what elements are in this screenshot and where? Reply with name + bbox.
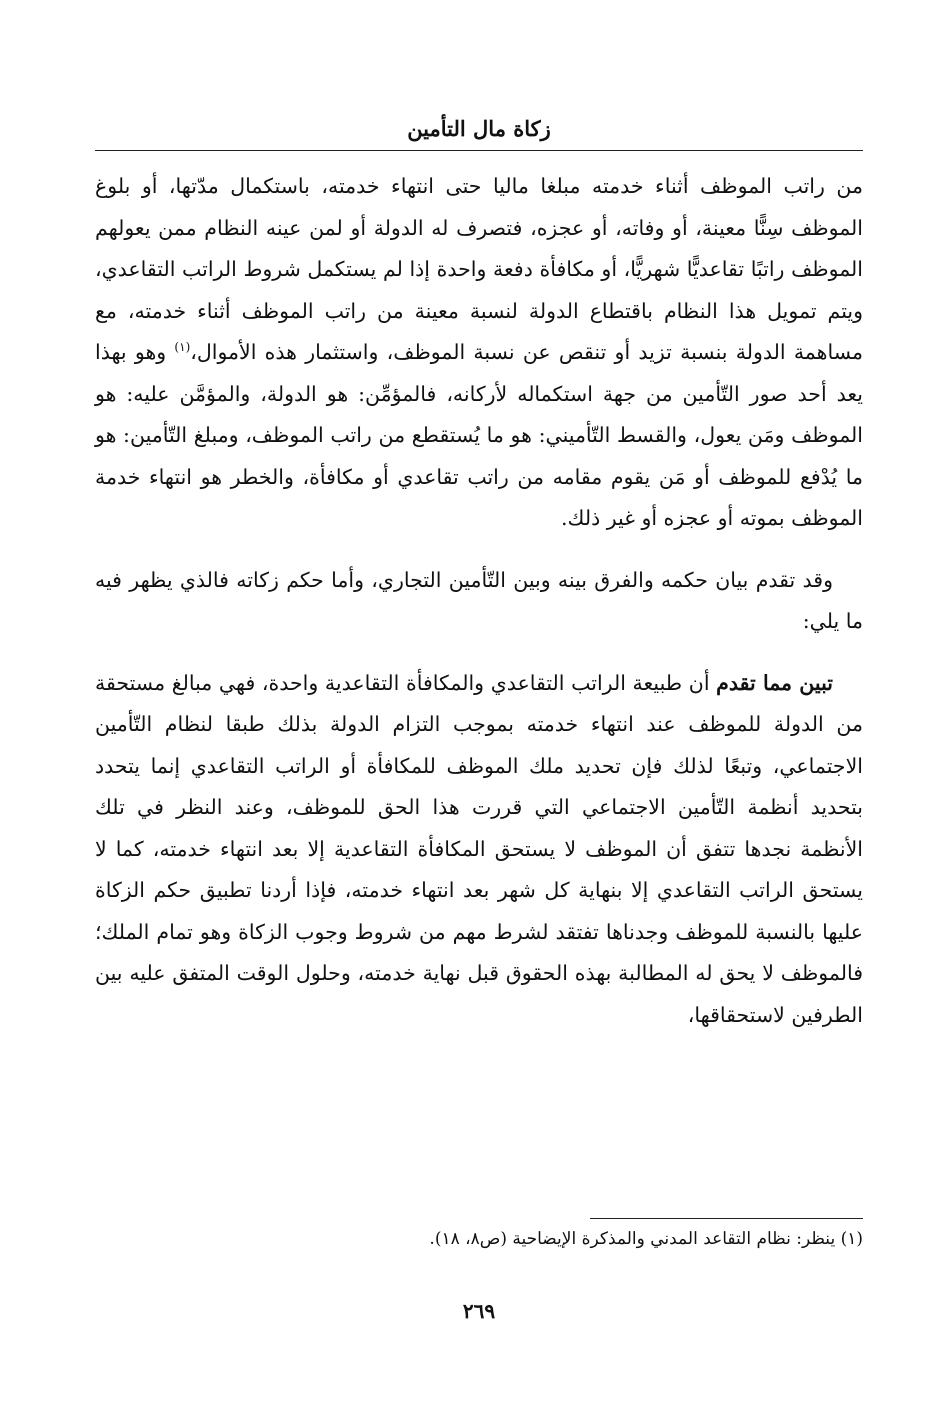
running-title: زكاة مال التأمين bbox=[407, 116, 551, 141]
paragraph-gap bbox=[95, 643, 863, 663]
footnote: (١) ينظر: نظام التقاعد المدني والمذكرة الإيضاحية (ص٨، ١٨). bbox=[429, 1229, 863, 1249]
paragraph-1-part-b: وهو بهذا يعد أحد صور التّأمين من جهة استكماله لأركانه، فالمؤمِّن: هو الدولة، والمؤمَّن عليه: هو الموظف ومَن يعول، والقسط التّأميني: هو ما يُستقطع من راتب الموظف، ومبلغ التّأمين: هو ما يُدْفع للموظف أو مَن يقوم مقامه من راتب تقاعدي أو مكافأة، والخطر هو انتهاء خدمة الموظف بموته أو عجزه أو غير ذلك. bbox=[95, 340, 863, 530]
paragraph-2: وقد تقدم بيان حكمه والفرق بينه وبين التّأمين التجاري، وأما حكم زكاته فالذي يظهر فيه ما يلي: bbox=[95, 567, 863, 633]
paragraph-3-text: أن طبيعة الراتب التقاعدي والمكافأة التقاعدية واحدة، فهي مبالغ مستحقة من الدولة للموظف عند انتهاء خدمته بموجب التزام الدولة بذلك طبقا لنظام التّأمين الاجتماعي، وتبعًا لذلك فإن تحديد ملك الموظف للمكافأة أو الراتب التقاعدي إنما يتحدد بتحديد أنظمة التّأمين الاجتماعي التي قررت هذا الحق للموظف، وعند النظر في تلك الأنظمة نجدها تتفق أن الموظف لا يستحق المكافأة التقاعدية إلا بعد انتهاء خدمته، كما لا يستحق الراتب التقاعدي إلا بنهاية كل شهر بعد انتهاء خدمته، فإذا أردنا تطبيق حكم الزكاة عليها بالنسبة للموظف وجدناها تفتقد لشرط مهم من شروط وجوب الزكاة وهو تمام الملك؛ فالموظف لا يحق له المطالبة بهذه الحقوق قبل نهاية خدمته، وحلول الوقت المتفق عليه بين الطرفين لاستحقاقها، bbox=[95, 670, 863, 1027]
paragraph-3-lead: تبين مما تقدم bbox=[716, 670, 833, 695]
paragraph-1-part-a: من راتب الموظف أثناء خدمته مبلغا ماليا حتى انتهاء خدمته، باستكمال مدّتها، أو بلوغ الموظف سِنًّا معينة، أو وفاته، أو عجزه، فتصرف له الدولة أو لمن عينه النظام ممن يعولهم الموظف راتبًا تقاعديًّا شهريًّا، أو مكافأة دفعة واحدة إذا لم يستكمل شروط الراتب التقاعدي، ويتم تمويل هذا النظام باقتطاع الدولة لنسبة معينة من راتب الموظف أثناء خدمته، مع مساهمة الدولة بنسبة تزيد أو تنقص عن نسبة الموظف، واستثمار هذه الأموال، bbox=[95, 174, 863, 364]
header-divider bbox=[95, 150, 863, 151]
paragraph-gap bbox=[95, 540, 863, 560]
paragraph-1 bbox=[95, 166, 863, 540]
paragraph-3 bbox=[95, 663, 863, 1037]
footnote-divider bbox=[590, 1218, 863, 1219]
footnote-reference[interactable]: (١) bbox=[174, 340, 191, 355]
page-number: ٢٦٩ bbox=[462, 1299, 496, 1323]
main-text bbox=[95, 166, 863, 1036]
